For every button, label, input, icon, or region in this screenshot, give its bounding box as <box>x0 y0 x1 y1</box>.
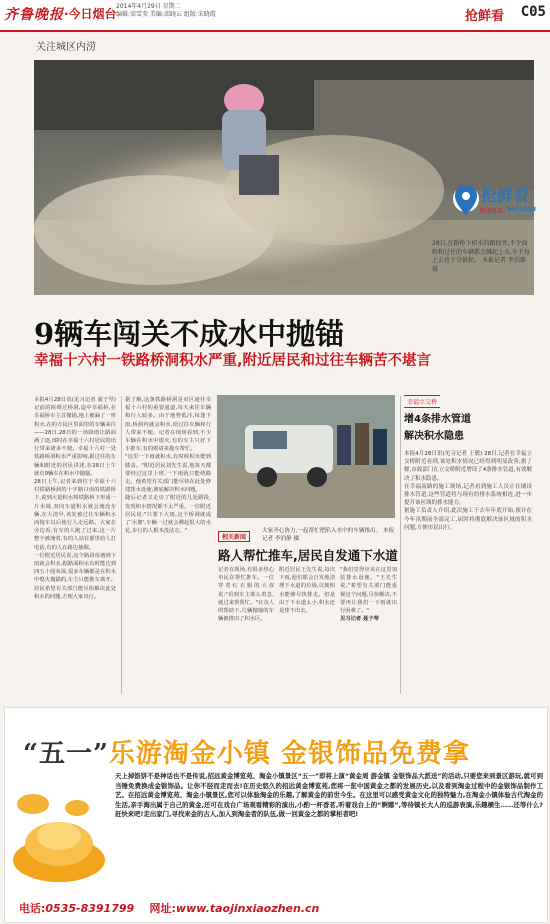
secondary-photo-credit: 本报记者 李泊静 摄 <box>262 528 395 542</box>
logo-title: 抢鲜看 <box>481 186 530 205</box>
sidebar-paragraph: 据施工负责人介绍,此次施工于去年年底开始,预计在今年汛期前全部完工,届时将彻底解决该区域的积水问题,方便市民出行。 <box>404 508 532 531</box>
publish-date: 2014年4月29日 星期二 <box>116 3 181 10</box>
people-pushing-car-photo <box>217 395 395 518</box>
editors-line: 编辑:梁雪莹 美编:邱晓云 组版:宋晓霞 <box>116 11 216 18</box>
photo-credit: 本报记者 李泊静 摄 <box>432 257 526 273</box>
ad-contact <box>19 900 319 916</box>
related-column-1: 记者在现场,有很多热心市民在帮忙推车。一位穿着红衣服的大叔说:"看到车主那么着急,就过来帮帮忙。"在众人的帮助下,几辆抛锚的车辆被推出了积水区。 <box>218 567 274 623</box>
article-column-1 <box>34 396 116 696</box>
ad-web-label: 网址: <box>149 902 176 915</box>
sidebar-paragraph: 本报4月28日讯(见习记者 王敏) 28日,记者在幸福立交桥附近看到,该处积水情况已经得到明显改善,据了解,市政部门在立交桥附近增设了4条排水管道,有效解决了积水隐患。 <box>404 451 532 482</box>
sidebar-paragraph: 在幸福南路的施工现场,记者看到施工人员正在铺设排水管道,这些管道将与现有的排水系统相连,进一步提升该区域的排水能力。 <box>404 483 532 507</box>
article-paragraph: 一位附近居民说,这个路段每遇到下雨就会积水,据路面积水有时能达到四五十厘米深,很多车辆都是在积水中熄火抛锚的,车主只能推车离开。居民希望有关部门能尽快解决此处积水的问题,方便大家出行。 <box>34 552 116 600</box>
article-column-2 <box>125 396 211 696</box>
ad-body: 天上掉馅饼不是神话也不是传说,招远黄金博览苑、淘金小镇景区“五一”即将上演“黄金周 游金镇 金银饰品大派送”的活动,只要您来到景区游玩,就可到当锤免费换成金银饰品。让你不胫而走而去!在历史悠久的招远黄金博览苑,您将一览中国黄金之都的发展历史,以及看到淘金过程中的金银饰品制作工艺。在招远黄金博览苑、淘金小镇景区,您可以体验淘金的乐趣,了解黄金的前世今生。在这里可以感受黄金文化的独特魅力,在淘金小镇体验古代淘金的生活,亲手淘出属于自己的黄金,还可在戏台广场观看精彩的演出,小酌一杯香茗,听着戏台上的“婀娜”,等待镇长大人的巡游表演,乐趣横生……还等什么?赶快来吧!走出家门,寻找来金的古人,加入到淘金者的队伍,做一回黄金之都的掌柜者吧! <box>115 772 543 818</box>
ad-phone-label: 电话: <box>19 902 46 915</box>
secondary-photo <box>217 395 395 518</box>
newspaper-brand: 齐鲁晚报 <box>4 7 64 23</box>
article-byline: 见习记者 聂子琴 <box>340 616 379 623</box>
sidebar-label: 幸福立交桥 <box>404 395 440 408</box>
date-line <box>116 3 236 19</box>
article-paragraph: "我们觉得应该在这里加装排水设施。"王先生说,"希望有关部门能重视这个问题,尽快解决,不要再让我们一下雨就出行困难了。" <box>340 567 397 615</box>
sidebar-headline-line-2: 解决积水隐患 <box>404 431 464 442</box>
secondary-photo-caption <box>262 527 397 543</box>
article-paragraph: "这里一下雨就积水,有时候积水能到膝盖。"附近居民刘先生说,他每天都要经过这里上班,一下雨就只能绕路走。他希望有关部门能尽快在此处修建排水设施,彻底解决积水问题。 <box>125 454 211 494</box>
sidebar-headline-line-1: 增4条排水管道 <box>404 414 471 425</box>
ad-website[interactable]: www.taojinxiaozhen.cn <box>175 902 320 915</box>
article-paragraph: 28日上午,记者来到位于幸福十六村铁路桥洞的十字路口南的铁路桥下,说到大量积水将铁路桥下形成一片水域,双向车道积水就会淹没车辆,在大清早,该处被过往车辆积水而拖车以后使行人走远路。大家在旁边看,有车的人跑了过来,这一片整个被淹着,有的人站在那里给人打电话,有的人在路边抽烟。 <box>34 479 116 551</box>
photo-caption <box>432 240 532 274</box>
photo-caption-text: 28日,在路桥下积水的路段旁,不少面粉和过往的车辆都会溅起上水,车主每上去也十分狼狈。 <box>432 240 530 264</box>
logo-hotline: 6610123 <box>507 206 537 213</box>
article-paragraph: 随后记者又走访了附近的几处路段,发现积水情况都不太严重。一位附近居民说:"只要下大雨,这个桥洞就成了'水塘',车辆一过就会溅起很大的水花,步行的人根本没法走。" <box>125 495 211 535</box>
related-column-3 <box>340 566 397 696</box>
ad-title <box>23 733 470 770</box>
secondary-caption-text: 大家齐心协力,一起帮忙把陷入水中的车辆推出。 <box>262 528 382 534</box>
column-divider <box>400 396 401 694</box>
page-headline: 9辆车闯关不成水中抛锚 <box>34 317 345 351</box>
gold-ingot-icon <box>9 774 109 894</box>
ad-phone: 0535-8391799 <box>45 902 135 915</box>
column-divider <box>121 396 122 694</box>
related-news-label: 相关新闻 <box>218 531 250 542</box>
page-code: C05 <box>520 4 546 20</box>
sidebar-body <box>404 450 532 694</box>
page-subhead: 幸福十六村一铁路桥洞积水严重,附近居民和过往车辆苦不堪言 <box>34 353 432 369</box>
section-name: 抢鲜看 <box>464 9 504 24</box>
advertisement <box>4 707 548 923</box>
masthead <box>0 0 550 32</box>
ad-title-band <box>5 713 547 769</box>
related-column-2: 附近居民王先生说,每次下雨,他们都会自发地清理下水道的垃圾,以便积水能够尽快排走。但是由于下水道太小,积水还是排不出去。 <box>279 567 335 615</box>
article-paragraph: 据了解,这条铁路桥洞是市区通往幸福十六村的重要通道,每天来往车辆和行人较多。由于地势低洼,每逢下雨,桥洞内就会积水,给过往车辆和行人带来不便。记者在现场看到,不少车辆在积水中熄火,有的车主只好下车推车,有的则请来拖车帮忙。 <box>125 397 211 453</box>
section-logo <box>452 179 537 223</box>
kicker: 关注城区内涝 <box>36 42 96 53</box>
sidebar-headline <box>404 411 471 445</box>
ad-title-prefix: “五一” <box>23 739 109 769</box>
article-paragraph: 本报4月28日讯(见习记者 聂子琴) 记前的阻碍过桥洞,造中幸福桥,在幸福桥车主首抛锚,地上被漏了一座积水,在的方民区里面里的车辆来往——28日,28日的一场降雨让路面满了逐,部时在幸福十六村居民的出行带来诸多不便。幸福十六村一处铁路桥洞积水严重影响,据过往的车辆和附近的居民讲述,在28日上午就有9辆车在积水中抛锚。 <box>34 397 116 477</box>
logo-hotline-label: 热线电话: <box>479 208 506 215</box>
ad-title-main: 乐游淘金小镇 金银饰品免费拿 <box>108 739 470 769</box>
edition-name: ·今日烟台 <box>64 7 117 21</box>
related-headline: 路人帮忙推车,居民自发通下水道 <box>218 548 398 563</box>
